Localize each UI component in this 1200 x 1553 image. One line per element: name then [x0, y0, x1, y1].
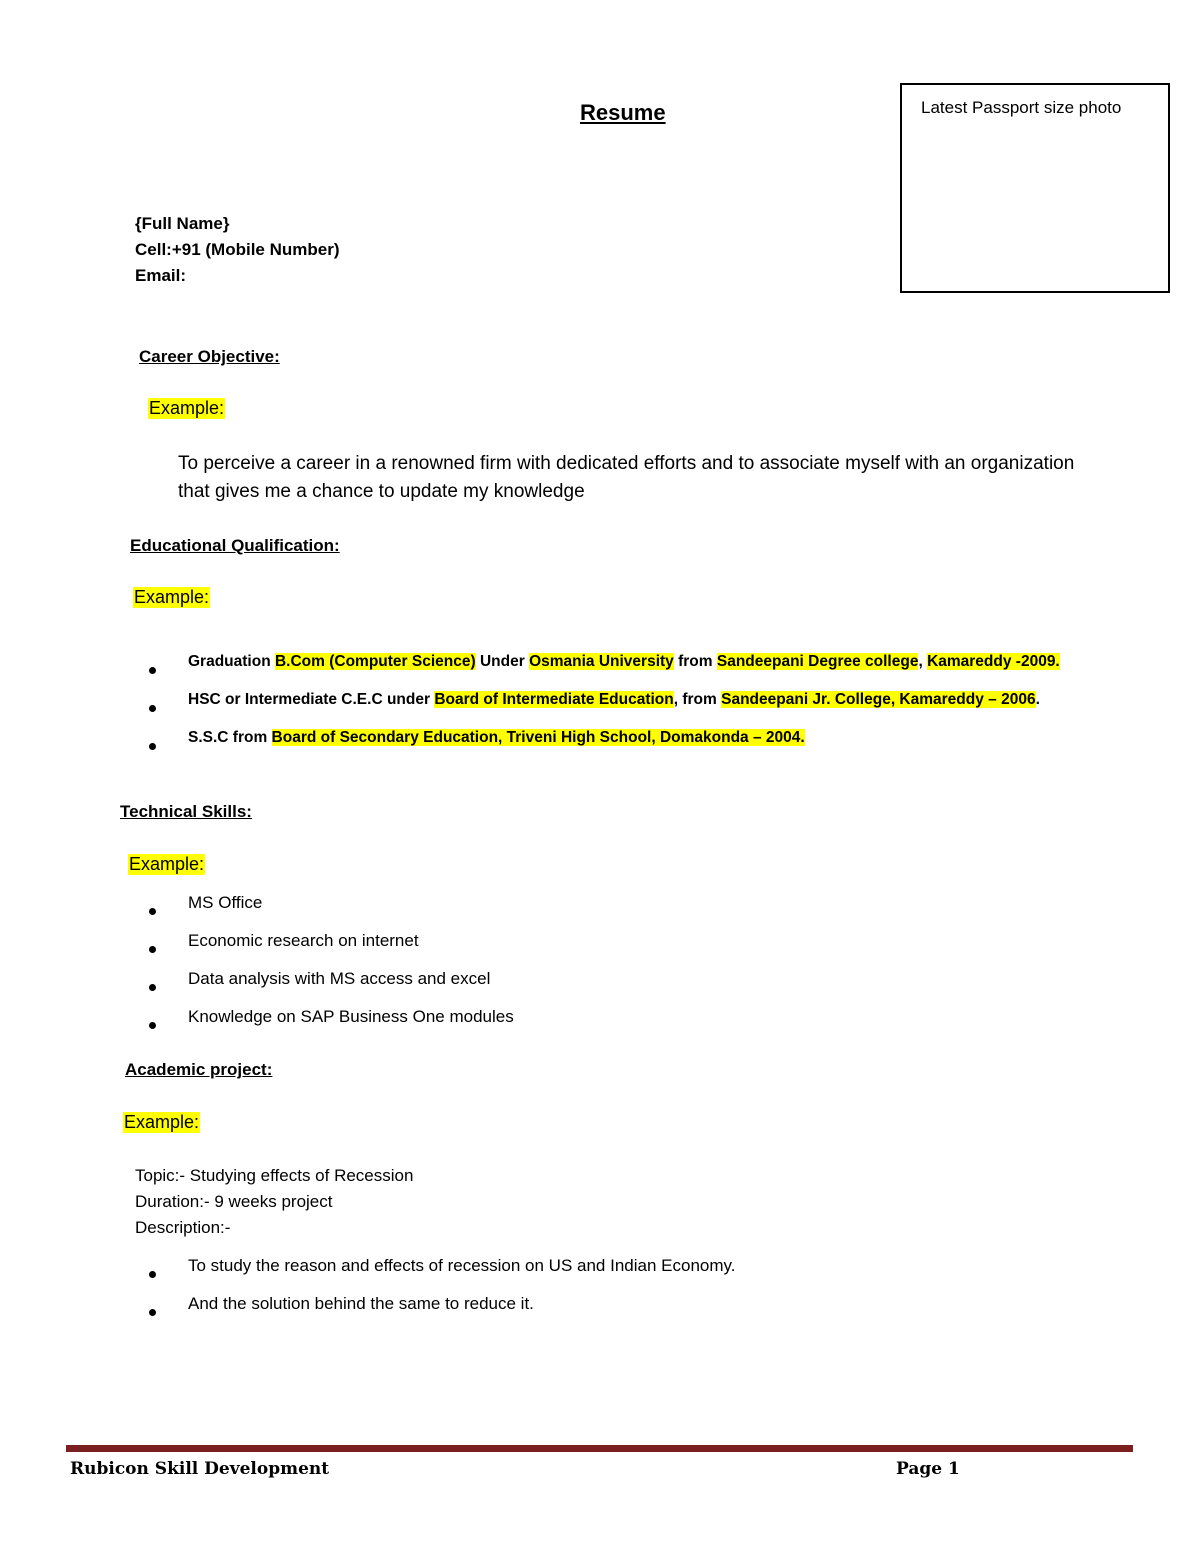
education-item-hsc — [149, 689, 1060, 727]
highlight-school: Board of Secondary Education, Triveni High School, Domakonda – 2004. — [271, 729, 805, 746]
highlight-board: Board of Intermediate Education — [434, 691, 674, 708]
text-part: Graduation — [188, 653, 275, 670]
highlight-college: Sandeepani Degree college — [716, 653, 919, 670]
technical-skills-example: Example: — [129, 854, 205, 874]
education-heading: Educational Qualification: — [130, 536, 340, 555]
text-part: , — [918, 653, 928, 670]
footer-rule — [66, 1445, 1133, 1452]
project-item: To study the reason and effects of recession on US and Indian Economy. — [149, 1255, 735, 1293]
contact-block — [135, 211, 340, 289]
education-list — [149, 651, 1060, 765]
text-part: HSC or Intermediate C.E.C under — [188, 691, 435, 708]
career-objective-text: To perceive a career in a renowned firm with dedicated efforts and to associate myself with an organization that gives me a chance to update my knowledge — [178, 453, 1075, 502]
project-item: And the solution behind the same to reduce it. — [149, 1293, 735, 1331]
academic-project-example: Example: — [124, 1112, 200, 1132]
text-part: , from — [673, 691, 722, 708]
text-part: . — [1035, 691, 1040, 708]
photo-label: Latest Passport size photo — [921, 98, 1122, 117]
skill-item: Knowledge on SAP Business One modules — [149, 1006, 514, 1044]
highlight-location-year: Kamareddy -2009. — [927, 653, 1060, 670]
text-part: S.S.C from — [188, 729, 272, 746]
project-info — [135, 1163, 413, 1241]
photo-placeholder — [900, 83, 1170, 293]
skill-item: Economic research on internet — [149, 930, 514, 968]
education-item-graduation — [149, 651, 1060, 689]
project-list — [149, 1255, 735, 1331]
skill-item: MS Office — [149, 892, 514, 930]
text-part: from — [673, 653, 717, 670]
project-description-label: Description:- — [135, 1218, 231, 1237]
highlight-degree: B.Com (Computer Science) — [274, 653, 476, 670]
highlight-college: Sandeepani Jr. College, Kamareddy – 2006 — [721, 691, 1036, 708]
education-example: Example: — [134, 587, 210, 607]
career-objective-example: Example: — [149, 398, 225, 418]
project-duration: Duration:- 9 weeks project — [135, 1192, 333, 1211]
education-item-ssc — [149, 727, 1060, 765]
text-part: Under — [475, 653, 530, 670]
highlight-university: Osmania University — [529, 653, 674, 670]
academic-project-heading: Academic project: — [125, 1060, 273, 1079]
footer-page-number: Page 1 — [896, 1459, 960, 1479]
cell-number: Cell:+91 (Mobile Number) — [135, 240, 340, 259]
project-topic: Topic:- Studying effects of Recession — [135, 1166, 414, 1185]
email: Email: — [135, 266, 187, 285]
footer-company: Rubicon Skill Development — [70, 1459, 330, 1479]
skills-list — [149, 892, 514, 1044]
page-title: Resume — [580, 100, 666, 125]
skill-item: Data analysis with MS access and excel — [149, 968, 514, 1006]
technical-skills-heading: Technical Skills: — [120, 802, 252, 821]
career-objective-heading: Career Objective: — [139, 347, 280, 366]
full-name: {Full Name} — [135, 214, 230, 233]
